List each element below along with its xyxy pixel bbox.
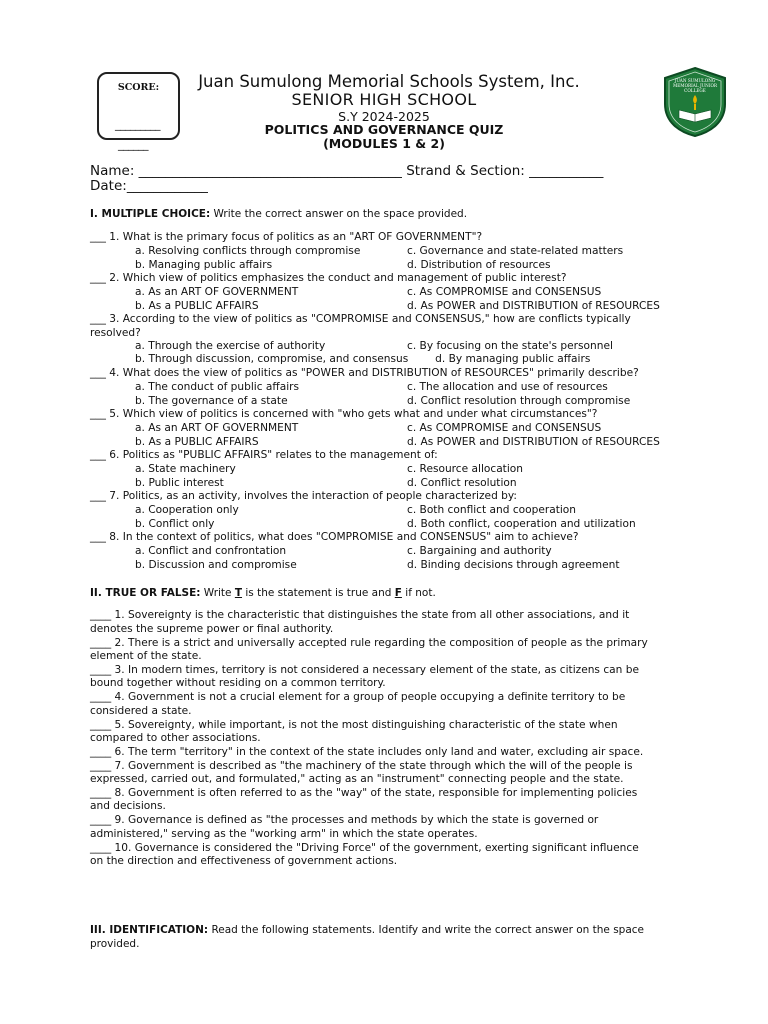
section-3-title: III. IDENTIFICATION:: [90, 924, 209, 936]
mc-option: a. Through the exercise of authority: [135, 340, 326, 352]
mc-option: a. Conflict and confrontation: [135, 545, 287, 557]
mc-question-4: ___ 4. What does the view of politics as "POWER and DISTRIBUTION of RESOURCES" primarily describe?: [90, 367, 639, 379]
mc-option: d. Conflict resolution through compromise: [407, 395, 631, 407]
division-title: SENIOR HIGH SCHOOL: [291, 90, 477, 109]
name-strand-field[interactable]: Name: _______________________________________ Strand & Section: ___________: [90, 163, 604, 179]
mc-option: d. Distribution of resources: [407, 259, 551, 271]
tf-item-3-cont: bound together without residing on a common territory.: [90, 677, 386, 689]
mc-option: c. Resource allocation: [407, 463, 523, 475]
mc-option: b. Discussion and compromise: [135, 559, 297, 571]
date-field[interactable]: Date:____________: [90, 178, 208, 194]
mc-question-2: ___ 2. Which view of politics emphasizes the conduct and management of public interest?: [90, 272, 567, 284]
tf-item-6: ____ 6. The term "territory" in the context of the state includes only land and water, excluding air space.: [90, 746, 644, 758]
mc-option: c. Governance and state-related matters: [407, 245, 624, 257]
tf-item-3: ____ 3. In modern times, territory is not considered a necessary element of the state, as citizens can be: [90, 664, 639, 676]
false-letter: F: [394, 587, 402, 599]
mc-option: d. As POWER and DISTRIBUTION of RESOURCES: [407, 436, 660, 448]
mc-option: c. As COMPROMISE and CONSENSUS: [407, 422, 602, 434]
mc-question-5: ___ 5. Which view of politics is concerned with "who gets what and under what circumstances"?: [90, 408, 598, 420]
svg-text:COLLEGE: COLLEGE: [684, 88, 706, 93]
tf-item-4-cont: considered a state.: [90, 705, 192, 717]
section-1-title: I. MULTIPLE CHOICE:: [90, 208, 211, 220]
mc-option: c. Both conflict and cooperation: [407, 504, 576, 516]
tf-item-4: ____ 4. Government is not a crucial element for a group of people occupying a definite territory to be: [90, 691, 626, 703]
mc-option: b. As a PUBLIC AFFAIRS: [135, 300, 259, 312]
mc-question-3-cont: resolved?: [90, 327, 141, 339]
tf-item-2-cont: element of the state.: [90, 650, 202, 662]
mc-question-8: ___ 8. In the context of politics, what does "COMPROMISE and CONSENSUS" aim to achieve?: [90, 531, 579, 543]
score-label: SCORE:: [117, 82, 160, 93]
tf-item-10: ____ 10. Governance is considered the "Driving Force" of the government, exerting significant influence: [90, 842, 639, 854]
mc-option: a. As an ART OF GOVERNMENT: [135, 422, 299, 434]
mc-question-1: ___ 1. What is the primary focus of politics as an "ART OF GOVERNMENT"?: [90, 231, 483, 243]
tf-item-8-cont: and decisions.: [90, 800, 166, 812]
mc-option: b. As a PUBLIC AFFAIRS: [135, 436, 259, 448]
section-2-heading: [90, 587, 436, 599]
mc-option: a. State machinery: [135, 463, 236, 475]
mc-option: d. Both conflict, cooperation and utilization: [407, 518, 636, 530]
mc-question-3: ___ 3. According to the view of politics as "COMPROMISE and CONSENSUS," how are conflicts typically: [90, 313, 631, 325]
tf-item-10-cont: on the direction and effectiveness of government actions.: [90, 855, 398, 867]
mc-option: a. Resolving conflicts through compromise: [135, 245, 361, 257]
mc-option: b. The governance of a state: [135, 395, 288, 407]
tf-item-1: ____ 1. Sovereignty is the characteristic that distinguishes the state from all other associations, and it: [90, 609, 630, 621]
mc-option: d. As POWER and DISTRIBUTION of RESOURCES: [407, 300, 660, 312]
quiz-title: POLITICS AND GOVERNANCE QUIZ: [264, 122, 504, 137]
tf-item-7-cont: expressed, carried out, and formulated," acting as an "instrument" connecting people and the state.: [90, 773, 624, 785]
mc-option: c. Bargaining and authority: [407, 545, 552, 557]
mc-option: c. As COMPROMISE and CONSENSUS: [407, 286, 602, 298]
tf-item-8: ____ 8. Government is often referred to as the "way" of the state, responsible for implementing policies: [90, 787, 638, 799]
mc-option: b. Through discussion, compromise, and consensus d. By managing public affairs: [135, 353, 591, 365]
mc-option: a. Cooperation only: [135, 504, 239, 516]
mc-question-7: ___ 7. Politics, as an activity, involves the interaction of people characterized by:: [90, 490, 517, 502]
mc-option: b. Public interest: [135, 477, 224, 489]
tf-item-5-cont: compared to other associations.: [90, 732, 261, 744]
score-blank-2: ______: [118, 138, 148, 151]
section-1-heading: [90, 208, 467, 220]
mc-option: d. Conflict resolution: [407, 477, 517, 489]
tf-item-5: ____ 5. Sovereignty, while important, is not the most distinguishing characteristic of the state when: [90, 719, 618, 731]
quiz-modules: (MODULES 1 & 2): [323, 136, 445, 151]
mc-option: c. By focusing on the state's personnel: [407, 340, 613, 352]
mc-option: b. Conflict only: [135, 518, 215, 530]
mc-question-6: ___ 6. Politics as "PUBLIC AFFAIRS" relates to the management of:: [90, 449, 438, 461]
section-3-heading: [90, 924, 644, 936]
score-blank: _________: [115, 118, 160, 131]
school-logo-icon: [661, 66, 729, 138]
svg-text:JUAN SUMULONG: JUAN SUMULONG: [674, 78, 716, 83]
section-1-instruction: Write the correct answer on the space provided.: [210, 208, 468, 220]
tf-item-9-cont: administered," serving as the "working arm" in which the state operates.: [90, 828, 478, 840]
school-year: S.Y 2024-2025: [338, 109, 430, 124]
tf-item-7: ____ 7. Government is described as "the machinery of the state through which the will of the people is: [90, 760, 633, 772]
true-letter: T: [234, 587, 243, 599]
school-name: Juan Sumulong Memorial Schools System, Inc.: [198, 72, 580, 91]
mc-option: a. As an ART OF GOVERNMENT: [135, 286, 299, 298]
section-2-instruction: if not.: [401, 587, 436, 599]
mc-option: a. The conduct of public affairs: [135, 381, 300, 393]
mc-option: c. The allocation and use of resources: [407, 381, 608, 393]
tf-item-1-cont: denotes the supreme power or final authority.: [90, 623, 334, 635]
section-3-instruction: Read the following statements. Identify and write the correct answer on the space: [208, 924, 645, 936]
section-2-instruction: Write: [200, 587, 235, 599]
tf-item-2: ____ 2. There is a strict and universally accepted rule regarding the composition of people as the primary: [90, 637, 648, 649]
tf-item-9: ____ 9. Governance is defined as "the processes and methods by which the state is governed or: [90, 814, 599, 826]
mc-option: d. Binding decisions through agreement: [407, 559, 620, 571]
section-3-instruction-cont: provided.: [90, 938, 140, 950]
mc-option: b. Managing public affairs: [135, 259, 273, 271]
section-2-title: II. TRUE OR FALSE:: [90, 587, 201, 599]
section-2-instruction: is the statement is true and: [242, 587, 395, 599]
svg-text:MEMORIAL JUNIOR: MEMORIAL JUNIOR: [672, 83, 718, 88]
